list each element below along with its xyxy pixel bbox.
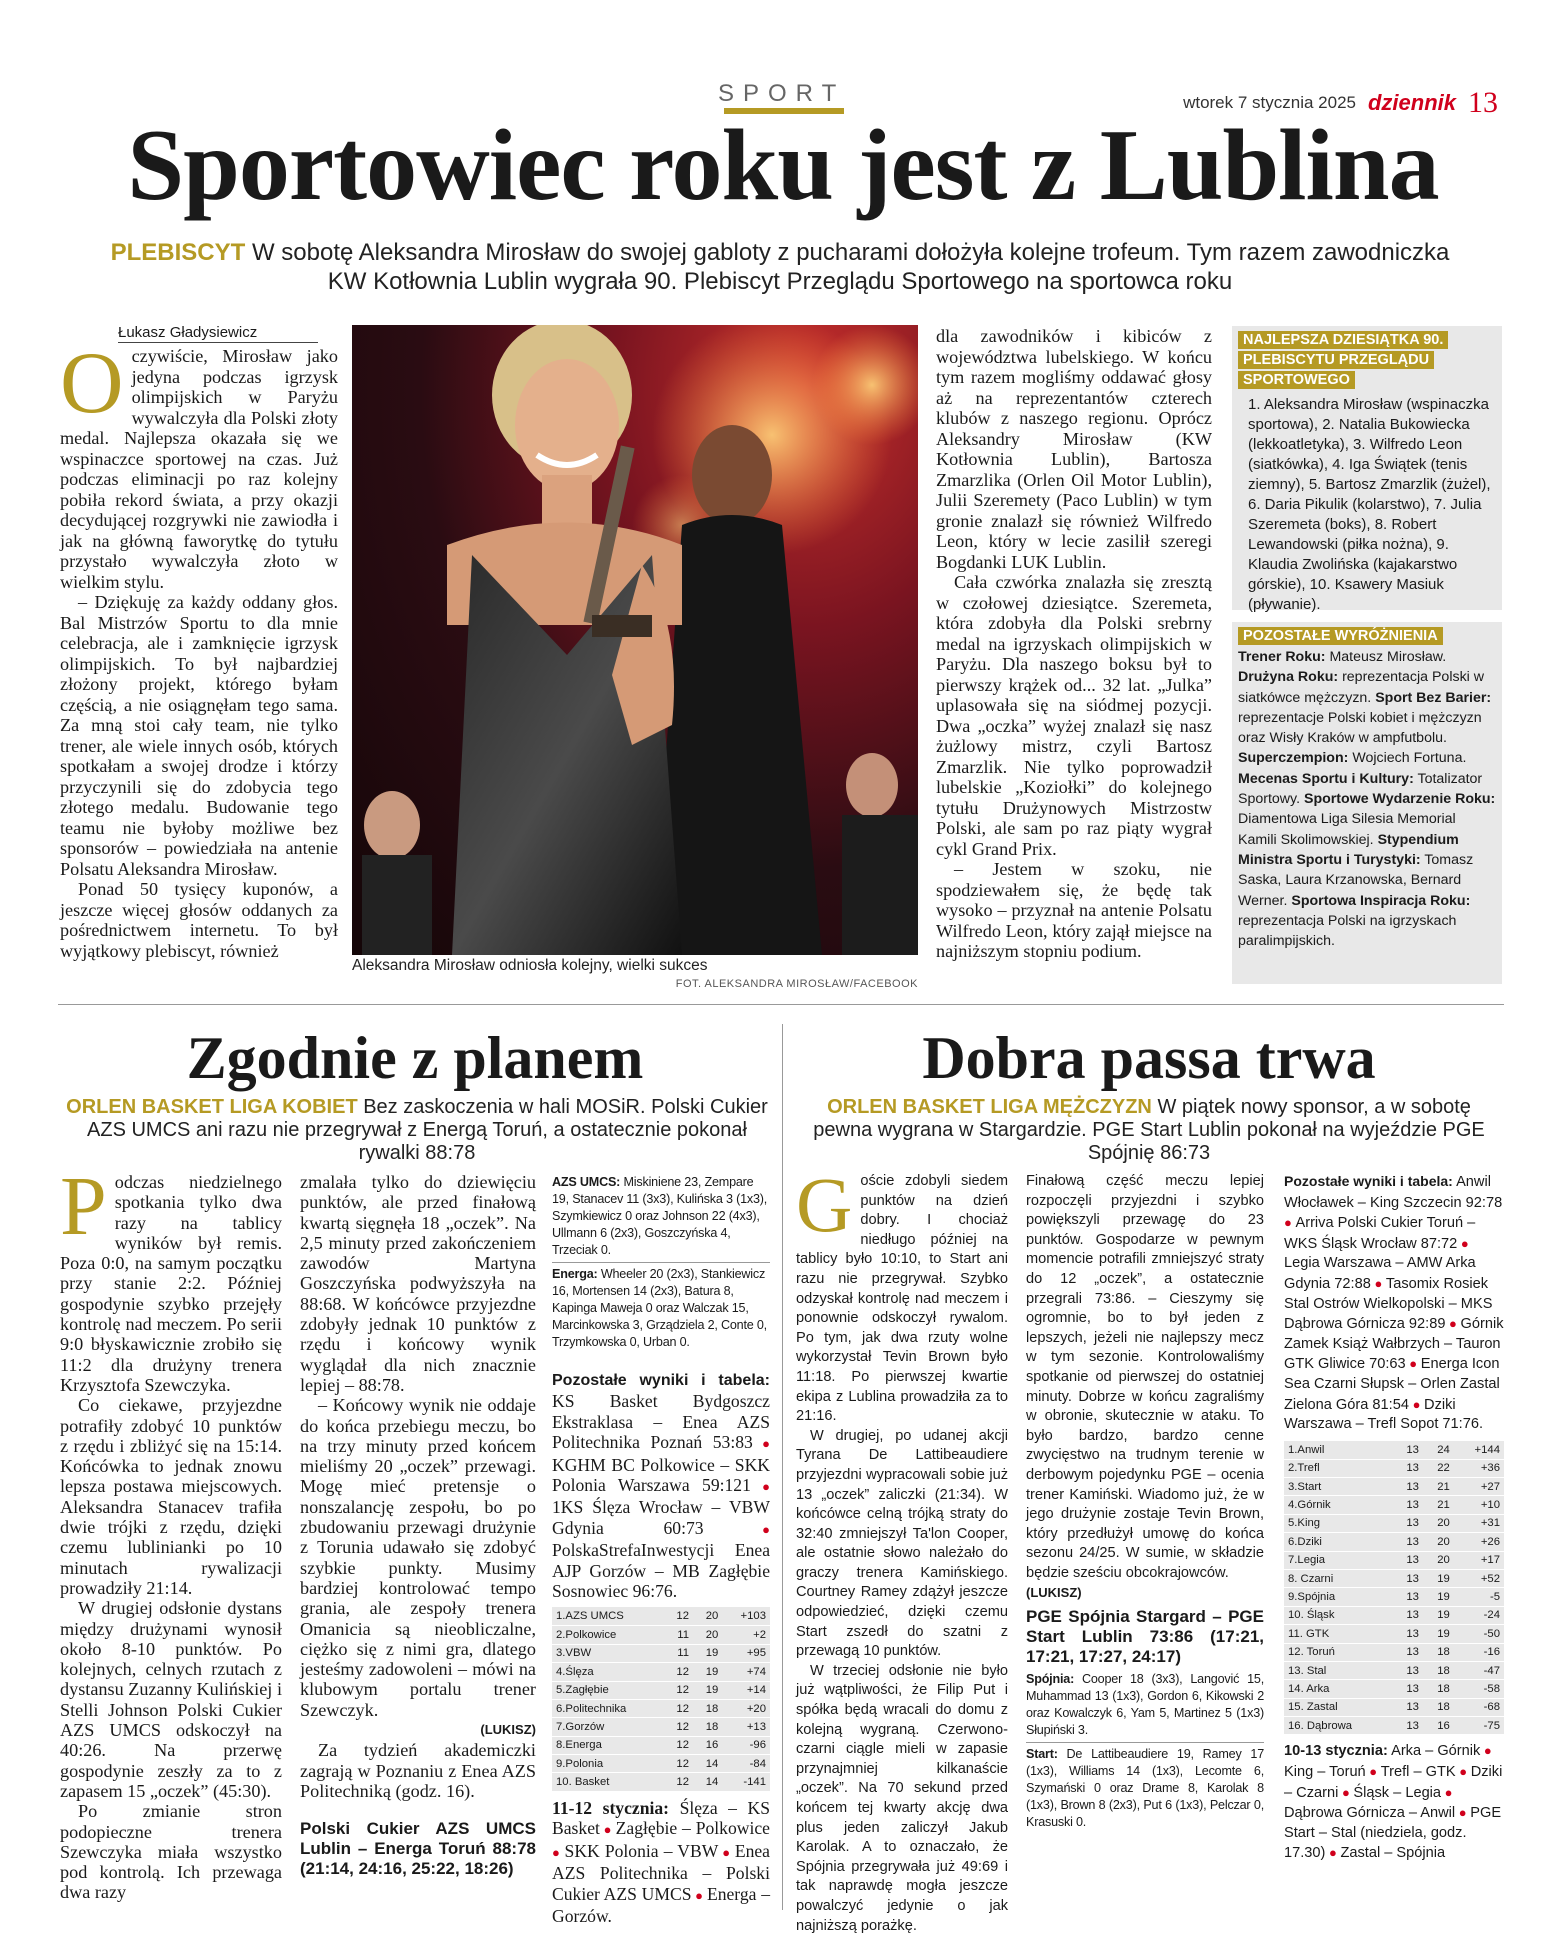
lineup-label: Energa:	[552, 1267, 598, 1281]
table-row	[1284, 1588, 1504, 1606]
stat-cell: 13	[1392, 1478, 1423, 1496]
result-item: KS Basket Bydgoszcz Ekstraklasa – Enea AZS Politechnika Poznań 53:83	[552, 1391, 770, 1453]
stat-cell: -96	[722, 1736, 770, 1754]
result-item: Dziki – Czarni	[1284, 1764, 1503, 1801]
team-cell: 8.Energa	[552, 1736, 664, 1754]
stat-cell: 16	[693, 1736, 722, 1754]
result-item: 11-12 stycznia: Ślęza – KS Basket	[552, 1797, 770, 1839]
women-p1: odczas niedzielnego spotkania tylko dwa razy na tablicy wyników był remis. Poza 0:0, na samym początku przy stanie 2:2. Później gospodynie szybko przejęły kontrolę nad meczem. Po serii 9:0 błyskawicznie zrobiło się 11:2 dla drużyny trenera Krzysztofa Szewczyka.	[60, 1172, 282, 1395]
issue-date: wtorek 7 stycznia 2025	[1183, 93, 1356, 112]
men-column-1	[796, 1161, 1008, 1936]
stat-cell: +20	[722, 1699, 770, 1717]
stat-cell: 12	[664, 1607, 693, 1625]
award-text: Tomasz Saska, Laura Krzanowska, Bernard Werner.	[1238, 851, 1474, 909]
men-signature: (LUKISZ)	[1026, 1585, 1082, 1601]
stat-cell: 13	[1392, 1698, 1423, 1716]
table-row	[552, 1699, 770, 1717]
stat-cell: 11	[664, 1644, 693, 1662]
lineup-label: AZS UMCS:	[552, 1175, 621, 1189]
team-cell: 13. Stal	[1284, 1661, 1392, 1679]
stat-cell: 13	[1392, 1551, 1423, 1569]
table-row	[1284, 1717, 1504, 1735]
result-item: Zastal – Spójnia	[1340, 1845, 1446, 1862]
main-col1-p2: – Dziękuję za każdy oddany głos. Bal Mistrzów Sportu to dla mnie celebracja, ale i zamknięcie igrzysk olimpijskich. To był najbardziej złożony projekt, którego byłam częścią, a nie osiągnęłam tego sama. Za mną stoi cały team, nie tylko trener, ale wiele innych osób, których spotkałam a swojej drodze i którzy przyczynili się do zdobycia tego złotego medalu. Budowanie tego teamu nie byłoby możliwe bez sponsorów – powiedziała na antenie Polsatu Aleksandra Mirosław.	[60, 592, 338, 879]
table-row	[1284, 1533, 1504, 1551]
separator-bullet: ●	[1457, 1235, 1469, 1251]
stat-cell: +27	[1454, 1478, 1504, 1496]
stat-cell: -47	[1454, 1661, 1504, 1679]
stat-cell: +103	[722, 1607, 770, 1625]
stat-cell: 13	[1392, 1459, 1423, 1477]
award-label: Sport Bez Barier:	[1375, 689, 1492, 706]
women-lineup-2	[552, 1266, 770, 1351]
next-games-text	[1284, 1743, 1502, 1861]
team-cell: 4.Górnik	[1284, 1496, 1392, 1514]
stat-cell: 18	[1423, 1680, 1454, 1698]
table-row	[1284, 1496, 1504, 1514]
award-label: Mecenas Sportu i Kultury:	[1238, 770, 1414, 787]
table-row	[1284, 1478, 1504, 1496]
result-item: Tasomix Rosiek Stal Ostrów Wielkopolski – MKS Dąbrowa Górnicza 92:89	[1284, 1275, 1493, 1333]
stat-cell: 19	[1423, 1569, 1454, 1587]
award-label: Superczempion:	[1238, 750, 1349, 767]
stat-cell: 24	[1423, 1441, 1454, 1459]
stat-cell: 18	[1423, 1661, 1454, 1679]
stat-cell: +13	[722, 1718, 770, 1736]
result-item: 10-13 stycznia: Arka – Górnik	[1284, 1743, 1481, 1760]
stat-cell: 16	[1423, 1717, 1454, 1735]
stat-cell: 14	[693, 1773, 722, 1791]
men-column-3	[1284, 1172, 1504, 1864]
stat-cell: 18	[693, 1699, 722, 1717]
team-cell: 7.Gorzów	[552, 1718, 664, 1736]
team-cell: 8. Czarni	[1284, 1569, 1392, 1587]
men-dropcap: G	[796, 1161, 853, 1248]
result-item: Anwil Włocławek – King Szczecin 92:78	[1284, 1174, 1503, 1211]
separator-bullet: ●	[1284, 1215, 1296, 1231]
stat-cell: -75	[1454, 1717, 1504, 1735]
award-text: Diamentowa Liga Silesia Memorial Kamili Skolimowskiej.	[1238, 811, 1456, 848]
brand-logo: dziennik	[1367, 90, 1456, 115]
table-row	[1284, 1514, 1504, 1532]
stat-cell: 13	[1392, 1717, 1423, 1735]
stat-cell: 18	[1423, 1643, 1454, 1661]
result-item: PGE Start – Stal (niedziela, godz. 17.30)	[1284, 1805, 1502, 1862]
lineup-text: Cooper 18 (3x3), Langović 15, Muhammad 13 (1x3), Gordon 6, Kikowski 2 oraz Kowalczyk 6, Yam 5, Martinez 5 (1x3) Słupiński 3.	[1026, 1672, 1264, 1738]
separator-bullet: ●	[1455, 1805, 1471, 1821]
awards-box-title: POZOSTAŁE WYRÓŻNIENIA	[1238, 627, 1443, 645]
result-item: Dziki Warszawa – Trefl Sopot 71:76.	[1284, 1396, 1484, 1433]
section-label: SPORT	[718, 80, 846, 107]
team-cell: 9.Spójnia	[1284, 1588, 1392, 1606]
women-lead-text: Bez zaskoczenia w hali MOSiR. Polski Cukier AZS UMCS ani razu nie przegrywał z Energą Toruń, a ostatecznie pokonał rywalki 88:78	[87, 1096, 768, 1164]
stat-cell: 21	[1423, 1478, 1454, 1496]
stat-cell: +14	[722, 1681, 770, 1699]
result-item: Energa Icon Sea Czarni Słupsk – Orlen Zastal Zielona Góra 81:54	[1284, 1356, 1500, 1413]
stat-cell: +31	[1454, 1514, 1504, 1532]
women-next-games	[552, 1798, 770, 1926]
results-text	[1284, 1174, 1504, 1432]
result-item: KGHM BC Polkowice – SKK Polonia Warszawa 59:121	[552, 1454, 770, 1496]
column-divider	[782, 1024, 783, 1910]
stat-cell: +74	[722, 1663, 770, 1681]
main-col3-p2: Cała czwórka znalazła się zresztą w czołowej dziesiątce. Szeremeta, która zdobyła dla Polski srebrny medal na igrzyskach olimpijskich w Paryżu. Dla naszego boksu był to pierwszy krążek od... 32 lat. „Julka” uplasowała się na siódmej pozycji. Dwa „oczka” wyżej znalazł się nasz żużlowy mistrz, czyli Bartosz Zmarzlik. Nie tylko poprowadził lubelskie „Koziołki” do kolejnego tytułu Drużynowych Mistrzostw Polski, ale sam po raz piąty wygrał cykl Grand Prix.	[936, 572, 1212, 859]
main-col1-p3: Ponad 50 tysięcy kuponów, a jeszcze więcej głosów oddanych za pośrednictwem internetu. To był wyjątkowy plebiscyt, również	[60, 879, 338, 961]
result-item: Arriva Polski Cukier Toruń – WKS Śląsk Wrocław 87:72	[1284, 1215, 1476, 1252]
stat-cell: 21	[1423, 1496, 1454, 1514]
results-head: Pozostałe wyniki i tabela:	[1284, 1173, 1453, 1189]
separator-bullet: ●	[1480, 1743, 1492, 1759]
men-next-games	[1284, 1741, 1504, 1864]
result-item: King – Toruń	[1284, 1764, 1366, 1781]
page-number: 13	[1468, 86, 1498, 119]
main-column-1	[60, 335, 338, 961]
stat-cell: 12	[664, 1773, 693, 1791]
men-lead	[796, 1096, 1502, 1165]
result-item: Enea AZS Politechnika – Polski Cukier AZS UMCS	[552, 1840, 770, 1904]
lineup-text: De Lattibeaudiere 19, Ramey 17 (1x3), Williams 14 (1x3), Lecomte 6, Szymański 0 oraz Drame 8, Karolak 8 (1x3), Brown 8 (2x3), Put 6 (1x3), Pelczar 0, Krasuski 0.	[1026, 1747, 1264, 1830]
result-item: Trefl – GTK	[1380, 1764, 1456, 1781]
photo-credit: FOT. ALEKSANDRA MIROSŁAW/FACEBOOK	[675, 978, 918, 990]
women-headline: Zgodnie z planem	[186, 1025, 644, 1091]
men-p2: W drugiej, po udanej akcji Tyrana De Lattibeaudiere przyjezdni wypracowali sobie już 13 „oczek” zaliczki (21:34). W końcówce celną trójką straty do 32:40 zmniejszył Ta'lon Cooper, ale ostatnie słowo należało do graczy trenera Kamińskiego. Courtney Ramey zdążył jeszcze odpowiedzieć, dzięki czemu Start zszedł do szatni z przewagą 10 punktów.	[796, 1427, 1008, 1660]
women-p3: W drugiej odsłonie dystans między drużynami wynosił około 8-10 punktów. Po kolejnych, celnych rzutach z dystansu Zuzanny Kulińskiej i Stelli Johnson Polski Cukier AZS UMCS odskoczył na 40:26. Na przerwę gospodynie zeszły za to z zapasem 15 „oczek” (45:30).	[60, 1598, 282, 1801]
separator-bullet: ●	[752, 1436, 770, 1452]
award-label: Sportowa Inspiracja Roku:	[1291, 892, 1471, 909]
stat-cell: 12	[664, 1755, 693, 1773]
table-row	[552, 1681, 770, 1699]
stat-cell: 18	[1423, 1698, 1454, 1716]
stat-cell: +36	[1454, 1459, 1504, 1477]
team-cell: 3.Start	[1284, 1478, 1392, 1496]
table-row	[1284, 1625, 1504, 1643]
photo-illustration	[352, 325, 918, 955]
women-standings-table	[552, 1607, 770, 1791]
award-text: Totalizator Sportowy.	[1238, 770, 1483, 808]
women-column-1	[60, 1160, 282, 1903]
table-row	[1284, 1680, 1504, 1698]
result-item: Energa – Gorzów.	[552, 1883, 770, 1926]
table-row	[552, 1607, 770, 1625]
separator-bullet: ●	[1370, 1275, 1386, 1291]
main-col3-p3: – Jestem w szoku, nie spodziewałem się, że będę tak wysoko – przyznał na antenie Polsatu Wilfredo Leon, który zajął miejsce na najniższym stopniu podium.	[936, 859, 1212, 961]
author-byline: Łukasz Gładysiewicz	[118, 324, 318, 343]
stat-cell: +52	[1454, 1569, 1504, 1587]
award-label: Drużyna Roku:	[1238, 669, 1339, 686]
award-label: Sportowe Wydarzenie Roku:	[1303, 791, 1496, 808]
team-cell: 10. Śląsk	[1284, 1606, 1392, 1624]
stat-cell: 20	[1423, 1551, 1454, 1569]
top10-box-title: NAJLEPSZA DZIESIĄTKA 90. PLEBISCYTU PRZEGLĄDU SPORTOWEGO	[1238, 331, 1448, 389]
table-row	[1284, 1551, 1504, 1569]
stat-cell: 12	[664, 1663, 693, 1681]
stat-cell: 19	[1423, 1588, 1454, 1606]
lineup-divider	[1026, 1742, 1264, 1743]
lineup-divider	[552, 1262, 770, 1263]
stat-cell: 18	[693, 1718, 722, 1736]
team-cell: 7.Legia	[1284, 1551, 1392, 1569]
separator-bullet: ●	[1455, 1764, 1471, 1780]
result-item: Górnik Zamek Książ Wałbrzych – Tauron GTK Gliwice 70:63	[1284, 1316, 1504, 1373]
separator-bullet: ●	[750, 1479, 770, 1495]
table-row	[552, 1626, 770, 1644]
result-item: Dąbrowa Górnicza – Anwil	[1284, 1805, 1456, 1822]
photo-caption: Aleksandra Mirosław odniosła kolejny, wielki sukces	[352, 957, 708, 974]
stat-cell: 19	[693, 1681, 722, 1699]
stat-cell: 14	[693, 1755, 722, 1773]
separator-bullet: ●	[1325, 1845, 1341, 1861]
stat-cell: +17	[1454, 1551, 1504, 1569]
separator-bullet: ●	[703, 1521, 770, 1537]
stat-cell: -58	[1454, 1680, 1504, 1698]
next-games-date: 11-12 stycznia:	[552, 1797, 670, 1818]
separator-bullet: ●	[599, 1822, 616, 1838]
team-cell: 15. Zastal	[1284, 1698, 1392, 1716]
next-games-date: 10-13 stycznia:	[1284, 1743, 1388, 1760]
stat-cell: 20	[693, 1626, 722, 1644]
results-text	[552, 1391, 770, 1601]
stat-cell: -24	[1454, 1606, 1504, 1624]
men-kicker: ORLEN BASKET LIGA MĘŻCZYZN	[827, 1096, 1152, 1118]
main-col1-p1: czywiście, Mirosław jako jedyna podczas igrzysk olimpijskich w Paryżu wywalczyła dla Polski złoty medal. Najlepsza okazała się we wspinaczce sportowej na czas. Już podczas eliminacji po raz kolejny pobiła rekord świata, a przy okazji decydującej rozgrywki nie zawiodła i jak na główną faworytkę do tytułu przystało wywalczyła złoto w wielkim stylu.	[60, 346, 338, 592]
men-score: PGE Spójnia Stargard – PGE Start Lublin 73:86 (17:21, 17:21, 17:27, 24:17)	[1026, 1607, 1264, 1667]
result-item: Legia Warszawa – AMW Arka Gdynia 72:88	[1284, 1255, 1476, 1292]
women-p7: Za tydzień akademiczki zagrają w Poznaniu z Enea AZS Politechniką (godz. 16).	[300, 1740, 536, 1801]
stat-cell: 13	[1392, 1588, 1423, 1606]
table-row	[1284, 1441, 1504, 1459]
result-item: Śląsk – Legia	[1353, 1784, 1442, 1801]
separator-bullet: ●	[1445, 1316, 1461, 1332]
stat-cell: 22	[1423, 1459, 1454, 1477]
team-cell: 5.Zagłębie	[552, 1681, 664, 1699]
team-cell: 12. Toruń	[1284, 1643, 1392, 1661]
men-column-2	[1026, 1172, 1264, 1831]
main-column-3	[936, 326, 1212, 962]
award-text: Wojciech Fortuna.	[1352, 750, 1467, 767]
team-cell: 3.VBW	[552, 1644, 664, 1662]
women-p6: – Końcowy wynik nie oddaje do końca przebiegu meczu, bo na trzy minuty przed końcem mieliśmy 20 „oczek” przewagi. Mogę mieć pretensje o nonszalancję zespołu, bo po zbudowaniu przewagi drużynie z Torunia udawało się zdobyć szybkie punkty. Musimy bardziej kontrolować tempo grania, ale zespoły trenera Omanicia są nieobliczalne, ciężko się z nimi gra, dlatego jesteśmy zadowoleni – mówi na klubowym portalu trener Szewczyk.	[300, 1395, 536, 1720]
stat-cell: 11	[664, 1626, 693, 1644]
team-cell: 16. Dąbrowa	[1284, 1717, 1392, 1735]
separator-bullet: ●	[1365, 1764, 1381, 1780]
women-signature: (LUKISZ)	[480, 1722, 536, 1738]
award-label: Trener Roku:	[1238, 649, 1326, 665]
team-cell: 5.King	[1284, 1514, 1392, 1532]
women-p4: Po zmianie stron podopieczne trenera Szewczyka miała wszystko pod kontrolą. Ich przewaga dwa razy	[60, 1801, 282, 1903]
award-text: Mateusz Mirosław.	[1329, 649, 1447, 665]
main-lead-line1: W sobotę Aleksandra Mirosław do swojej gabloty z pucharami dołożyła kolejne trofeum. Tym razem zawodniczka	[251, 239, 1450, 266]
main-lead-line2: KW Kotłownia Lublin wygrała 90. Plebiscyt Przeglądu Sportowego na sportowca roku	[327, 268, 1233, 295]
dropcap: O	[60, 335, 124, 432]
table-row	[1284, 1459, 1504, 1477]
table-row	[552, 1718, 770, 1736]
women-results	[552, 1369, 770, 1601]
table-row	[552, 1755, 770, 1773]
men-p1: oście zdobyli siedem punktów na dzień dobry. I chociaż niedługo później na tablicy było 10:10, to Start ani razu nie przegrywał. Szybko odzyskał kontrolę nad meczem i ponownie odskoczył rywalom. Po tym, jak dwa rzuty wolne wykorzystał Tevin Brown było 11:18. Po pierwszej kwartie ekipa z Lublina prowadziła za to 21:16.	[796, 1173, 1008, 1425]
separator-bullet: ●	[718, 1844, 735, 1860]
award-text: reprezentacja Polski na igrzyskach paralimpijskich.	[1238, 912, 1457, 950]
table-row	[552, 1663, 770, 1681]
next-games-text	[552, 1798, 770, 1926]
stat-cell: +26	[1454, 1533, 1504, 1551]
team-cell: 2.Polkowice	[552, 1626, 664, 1644]
men-lineup-2	[1026, 1746, 1264, 1831]
awards-box-body	[1238, 647, 1496, 951]
main-photo	[352, 325, 918, 955]
team-cell: 9.Polonia	[552, 1755, 664, 1773]
main-col3-p1: dla zawodników i kibiców z województwa lubelskiego. W końcu tym razem mogliśmy oddawać głosy aż na reprezentantów czterech klubów z naszego regionu. Oprócz Aleksandry Mirosław (KW Kotłownia Lublin), Bartosza Zmarzlika (Orlen Oil Motor Lublin), Julii Szeremety (Paco Lublin) w tym gronie znalazł się również Wilfredo Leon, który w lecie zasilił szeregi Bogdanki LUK Lublin.	[936, 326, 1212, 572]
separator-bullet: ●	[1408, 1396, 1425, 1412]
stat-cell: 19	[1423, 1606, 1454, 1624]
result-item: SKK Polonia – VBW	[564, 1840, 719, 1861]
men-headline: Dobra passa trwa	[922, 1025, 1376, 1091]
separator-bullet: ●	[1441, 1784, 1453, 1800]
stat-cell: 12	[664, 1681, 693, 1699]
stat-cell: 13	[1392, 1661, 1423, 1679]
women-p2: Co ciekawe, przyjezdne potrafiły zdobyć 10 punktów z rzędu i zbliżyć się na 15:14. Końcówka to jednak znowu lepsza postawa miejscowych. Aleksandra Stanacev trafiła dwie trójki z rzędu, dzięki czemu lublinianki po 10 minutach rywalizacji prowadziły 21:14.	[60, 1395, 282, 1598]
lineup-text: Miskiniene 23, Zempare 19, Stanacev 11 (3x3), Kulińska 3 (1x3), Szymkiewicz 0 oraz Johnson 22 (4x3), Ullmann 6 (2x3), Goszczyńska 4, Trzeciak 0.	[552, 1175, 768, 1257]
women-dropcap: P	[60, 1160, 107, 1253]
men-p3: W trzeciej odsłonie nie było już wątpliwości, że Filip Put i spółka będą wracali do domu z kolejną wygraną. Czerwono-czarni ciągle mieli w zapasie przynajmniej kilkanaście „oczek”. Na 70 sekund przed końcem tej kwarty akcję dwa plus jeden zaliczył Jakub Karolak. A to oznaczało, że Spójnia przegrywała już 49:69 i tak naprawdę mogła jeszcze powalczyć jedynie o jak najniższą porażkę.	[796, 1662, 1008, 1934]
men-lead-text: W piątek nowy sponsor, a w sobotę pewna wygrana w Stargardzie. PGE Start Lublin pokonał na wyjeździe PGE Spójnię 86:73	[813, 1096, 1485, 1164]
stat-cell: 12	[664, 1718, 693, 1736]
stat-cell: +2	[722, 1626, 770, 1644]
main-headline: Sportowiec roku jest z Lublina	[127, 109, 1439, 222]
stat-cell: 20	[693, 1607, 722, 1625]
stat-cell: 13	[1392, 1569, 1423, 1587]
team-cell: 2.Trefl	[1284, 1459, 1392, 1477]
men-standings-table	[1284, 1441, 1504, 1736]
table-row	[552, 1773, 770, 1791]
stat-cell: -68	[1454, 1698, 1504, 1716]
main-kicker: PLEBISCYT	[110, 239, 246, 266]
team-cell: 1.AZS UMCS	[552, 1607, 664, 1625]
women-lead	[62, 1096, 772, 1165]
stat-cell: -16	[1454, 1643, 1504, 1661]
table-row	[552, 1736, 770, 1754]
stat-cell: -141	[722, 1773, 770, 1791]
table-row	[1284, 1698, 1504, 1716]
lineup-label: Start:	[1026, 1747, 1058, 1762]
stat-cell: 13	[1392, 1496, 1423, 1514]
separator-bullet: ●	[1338, 1784, 1354, 1800]
stat-cell: 19	[693, 1644, 722, 1662]
women-column-2	[300, 1172, 536, 1879]
table-row	[1284, 1643, 1504, 1661]
team-cell: 14. Arka	[1284, 1680, 1392, 1698]
team-cell: 4.Ślęza	[552, 1663, 664, 1681]
lineup-label: Spójnia:	[1026, 1672, 1075, 1687]
men-p4: Finałową część meczu lepiej rozpoczęli przyjezdni i szybko powiększyli przewagę do 23 punktów. Gospodarze w pewnym momencie potrafili zmniejszyć straty do 12 „oczek”, a ostatecznie przegrali 73:86. – Cieszymy się ogromnie, bo to był jeden z lepszych, jeżeli nie najlepszy mecz w tym sezonie. Kontrolowaliśmy spotkanie od pierwszej do ostatniej minuty. Dobrze w końcu zagraliśmy w obronie, skutecznie w ataku. To było bardzo, bardzo cenne zwycięstwo na trudnym terenie w derbowym pojedynku PGE – ocenia trener Kamiński. Wiadomo już, że w jego drużynie zostaje Tevin Brown, który przedłużył umowę do końca sezonu 24/25. W sumie, w składzie będzie sześciu obcokrajowców.	[1026, 1173, 1264, 1581]
award-label: Stypendium Ministra Sportu i Turystyki:	[1238, 831, 1459, 868]
top10-box	[1232, 326, 1502, 613]
stat-cell: 20	[1423, 1533, 1454, 1551]
result-item: Zagłębie – Polkowice	[615, 1818, 770, 1839]
women-lineup-1	[552, 1174, 770, 1259]
men-lineup-1	[1026, 1671, 1264, 1739]
top10-box-body: 1. Aleksandra Mirosław (wspinaczka sportowa), 2. Natalia Bukowiecka (lekkoatletyka), 3. Wilfredo Leon (siatkówka), 4. Iga Świątek (tenis ziemny), 5. Bartosz Zmarzlik (żużel), 6. Daria Pikulik (kolarstwo), 7. Julia Szeremeta (boks), 8. Robert Lewandowski (piłka nożna), 9. Klaudia Zwolińska (kajakarstwo górskie), 10. Ksawery Masiuk (pływanie).	[1248, 396, 1491, 613]
women-score: Polski Cukier AZS UMCS Lublin – Energa Toruń 88:78 (21:14, 24:16, 25:22, 18:26)	[300, 1819, 536, 1879]
lineup-text: Wheeler 20 (2x3), Stankiewicz 16, Mortensen 14 (2x3), Batura 8, Kapinga Maweja 0 oraz Walczak 15, Marcinkowska 3, Grządziela 2, Conte 0, Trzymkowska 0, Urban 0.	[552, 1267, 767, 1349]
stat-cell: 13	[1392, 1606, 1423, 1624]
women-column-3	[552, 1174, 770, 1926]
section-divider	[58, 1004, 1504, 1005]
awards-box	[1232, 622, 1502, 984]
table-row	[1284, 1569, 1504, 1587]
team-cell: 6.Politechnika	[552, 1699, 664, 1717]
women-p5: zmalała tylko do dziewięciu punktów, ale przed finałową kwartą sięgnęła 18 „oczek”. Na 2,5 minuty przed zakończeniem zawodów Martyna Goszczyńska podwyższyła na 88:68. W końcówce przyjezdne zdobyły jednak 10 punktów z rzędu i końcowy wynik wyglądał dla nich znacznie lepiej – 88:78.	[300, 1172, 536, 1395]
team-cell: 10. Basket	[552, 1773, 664, 1791]
stat-cell: 13	[1392, 1441, 1423, 1459]
results-head: Pozostałe wyniki i tabela:	[552, 1372, 770, 1389]
separator-bullet: ●	[552, 1844, 565, 1860]
team-cell: 11. GTK	[1284, 1625, 1392, 1643]
stat-cell: -50	[1454, 1625, 1504, 1643]
separator-bullet: ●	[691, 1887, 707, 1903]
team-cell: 6.Dziki	[1284, 1533, 1392, 1551]
stat-cell: -84	[722, 1755, 770, 1773]
team-cell: 1.Anwil	[1284, 1441, 1392, 1459]
stat-cell: 12	[664, 1699, 693, 1717]
result-item: PolskaStrefaInwestycji Enea AJP Gorzów – MB Zagłębie Sosnowiec 96:76.	[552, 1540, 770, 1602]
main-lead	[60, 238, 1500, 296]
table-row	[1284, 1661, 1504, 1679]
stat-cell: +95	[722, 1644, 770, 1662]
stat-cell: +144	[1454, 1441, 1504, 1459]
stat-cell: 13	[1392, 1625, 1423, 1643]
stat-cell: 13	[1392, 1514, 1423, 1532]
result-item: 1KS Ślęza Wrocław – VBW Gdynia 60:73	[552, 1497, 770, 1538]
women-kicker: ORLEN BASKET LIGA KOBIET	[66, 1096, 358, 1118]
award-text: reprezentacje Polski kobiet i mężczyzn oraz Wisły Kraków w ampfutbolu.	[1238, 709, 1482, 747]
stat-cell: 13	[1392, 1680, 1423, 1698]
stat-cell: 13	[1392, 1533, 1423, 1551]
men-results	[1284, 1172, 1504, 1435]
stat-cell: 19	[1423, 1625, 1454, 1643]
separator-bullet: ●	[1405, 1356, 1421, 1372]
stat-cell: +10	[1454, 1496, 1504, 1514]
stat-cell: -5	[1454, 1588, 1504, 1606]
award-text: reprezentacja Polski w siatkówce mężczyzn.	[1238, 669, 1484, 706]
table-row	[552, 1644, 770, 1662]
table-row	[1284, 1606, 1504, 1624]
stat-cell: 20	[1423, 1514, 1454, 1532]
stat-cell: 13	[1392, 1643, 1423, 1661]
stat-cell: 12	[664, 1736, 693, 1754]
stat-cell: 19	[693, 1663, 722, 1681]
